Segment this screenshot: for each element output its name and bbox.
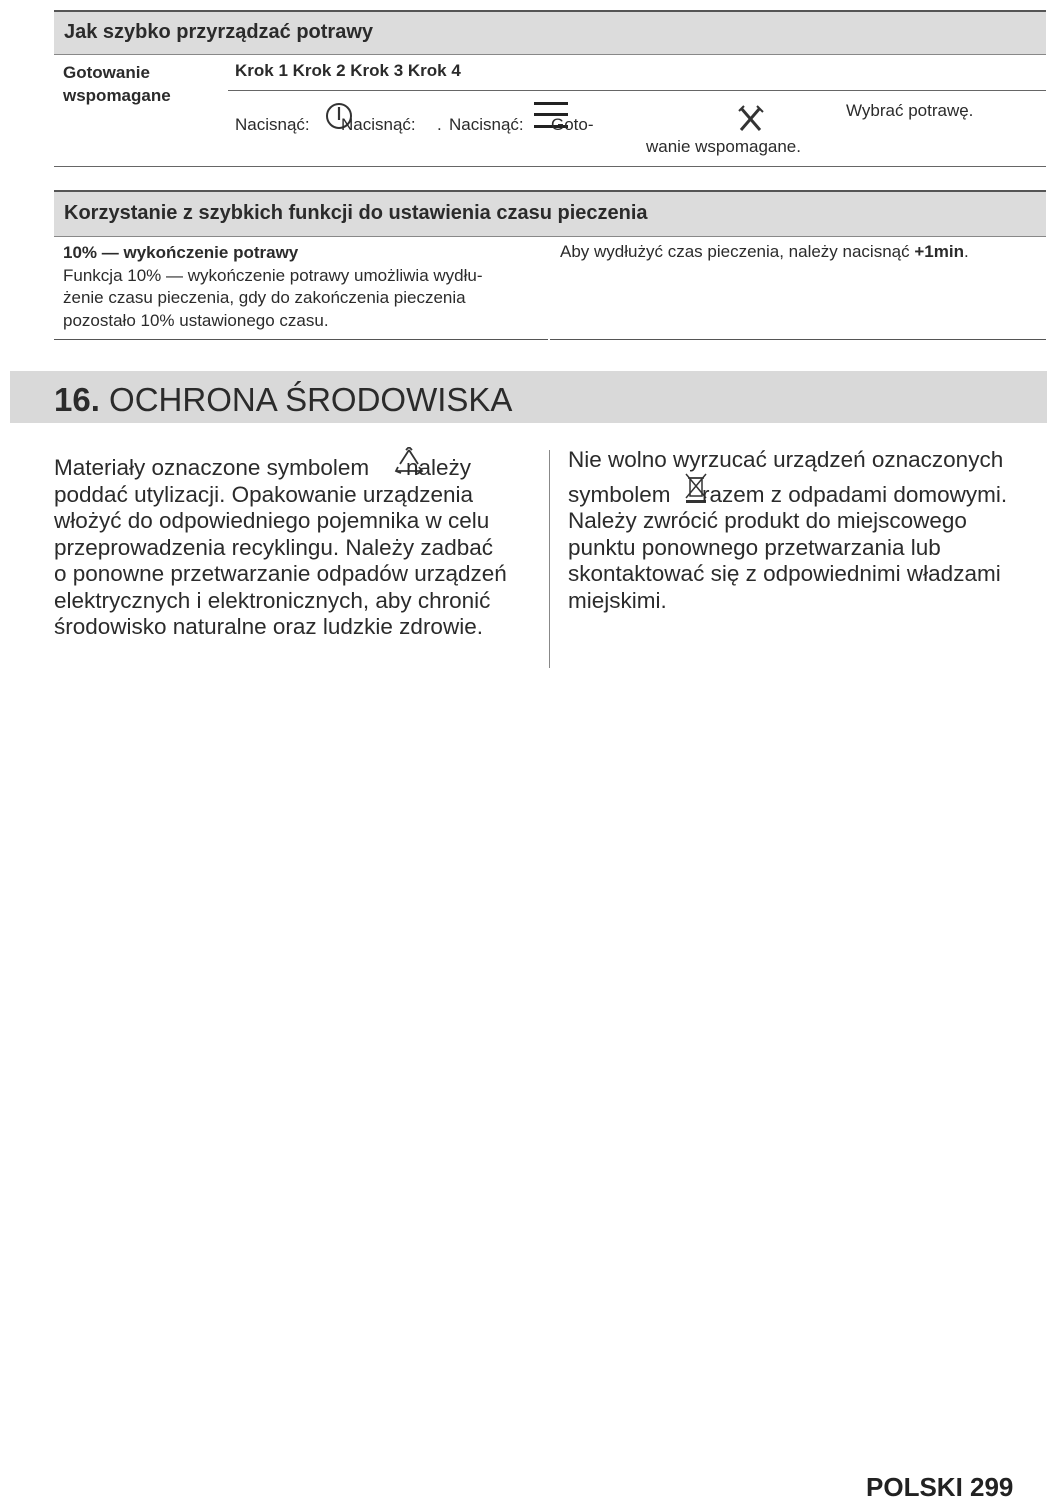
table1-header-text: Jak szybko przyrządzać potrawy [64, 21, 374, 43]
paragraph-line: razem z odpadami domowymi. [702, 481, 1008, 507]
table1-row-label: Gotowanie wspomagane [63, 63, 171, 105]
paragraph-line: miejskimi. [568, 587, 667, 613]
paragraph-line: Materiały oznaczone symbolem [54, 455, 370, 480]
section-title [54, 381, 512, 419]
step3-continuation: wanie wspomagane. [646, 137, 801, 156]
step1-text: Nacisnąć: [235, 115, 310, 134]
paragraph-line: włożyć do odpowiedniego pojemnika w celu [54, 508, 490, 533]
left-column-text [54, 455, 544, 641]
column-divider [549, 450, 550, 668]
step3-text: Nacisnąć: [449, 115, 524, 134]
paragraph-line: poddać utylizacji. Opakowanie urządzenia [54, 481, 473, 507]
section-number: 16. [54, 381, 100, 418]
step2-dot: . [437, 115, 442, 134]
table2-header [54, 190, 1046, 237]
table1-steps-header: Krok 1 Krok 2 Krok 3 Krok 4 [235, 61, 461, 80]
table1-bottom-border [54, 166, 1046, 167]
paragraph-line: Nie wolno wyrzucać urządzeń oznaczonych [568, 447, 1004, 472]
step4-text: Wybrać potrawę. [846, 101, 974, 120]
page-footer: POLSKI 299 [866, 1472, 1014, 1502]
paragraph-line: należy [406, 455, 472, 480]
table2-right-bold: +1min [914, 242, 964, 261]
paragraph-line: symbolem [568, 481, 671, 507]
table2-bottom-border-left [54, 339, 548, 340]
step2-text: Nacisnąć: [341, 115, 416, 134]
table1-sub-divider [228, 90, 1046, 91]
paragraph-line: elektrycznych i elektronicznych, aby chronić [54, 587, 491, 613]
table2-right-cell [560, 242, 969, 262]
cutlery-icon [736, 104, 766, 132]
table2-right-text: Aby wydłużyć czas pieczenia, należy nacisnąć [560, 242, 910, 261]
paragraph-line: o ponowne przetwarzanie odpadów urządzeń [54, 561, 507, 586]
table2-desc-line: żenie czasu pieczenia, gdy do zakończenia pieczenia [63, 288, 466, 307]
table2-bottom-border-right [550, 339, 1046, 340]
right-column-text [568, 447, 1038, 614]
paragraph-line: punktu ponownego przetwarzania lub [568, 534, 941, 560]
section-title-text: OCHRONA ŚRODOWISKA [109, 381, 513, 418]
paragraph-line: Należy zwrócić produkt do miejscowego [568, 508, 967, 533]
table2-right-end: . [963, 242, 969, 261]
paragraph-line: przeprowadzenia recyklingu. Należy zadbać [54, 534, 493, 560]
step3-suffix: Goto- [551, 115, 594, 134]
paragraph-line: skontaktować się z odpowiednimi władzami [568, 561, 1001, 586]
table2-title: 10% — wykończenie potrawy [63, 243, 299, 262]
table2-desc-line: Funkcja 10% — wykończenie potrawy umożliwia wydłu- [63, 265, 483, 285]
paragraph-line: środowisko naturalne oraz ludzkie zdrowie. [54, 614, 483, 639]
table2-left-cell [63, 242, 543, 332]
table1-header [54, 10, 1046, 55]
table2-desc-line: pozostało 10% ustawionego czasu. [63, 310, 329, 330]
table2-header-text: Korzystanie z szybkich funkcji do ustawienia czasu pieczenia [64, 202, 648, 224]
